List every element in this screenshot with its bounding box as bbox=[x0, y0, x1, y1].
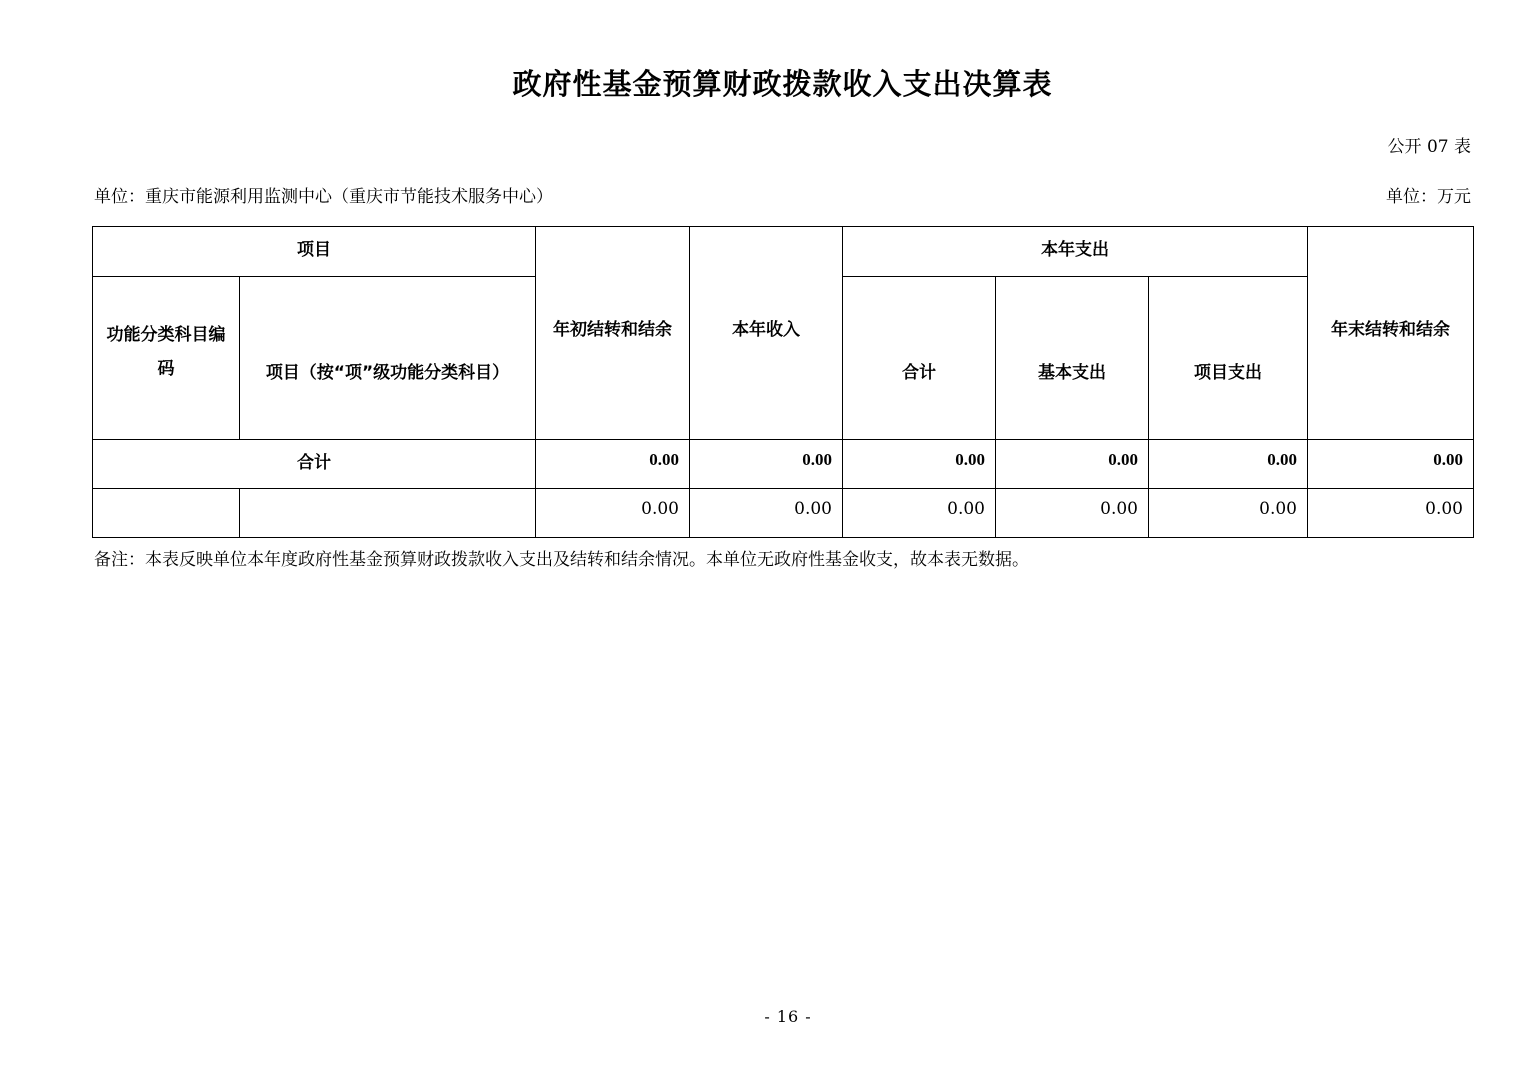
header-func-code: 功能分类科目编码 bbox=[93, 277, 240, 440]
table-row bbox=[93, 489, 1474, 538]
page-title: 政府性基金预算财政拨款收入支出决算表 bbox=[512, 67, 1053, 101]
row-exp-total: 0.00 bbox=[843, 489, 996, 538]
header-exp-total: 合计 bbox=[843, 277, 996, 440]
header-item-desc: 项目（按“项”级功能分类科目） bbox=[240, 277, 536, 440]
row-opening-balance: 0.00 bbox=[536, 489, 690, 538]
unit-currency: 单位：万元 bbox=[1386, 187, 1471, 207]
unit-organization: 单位：重庆市能源利用监测中心（重庆市节能技术服务中心） bbox=[94, 187, 553, 207]
header-row-1 bbox=[93, 227, 1474, 277]
table-note: 备注：本表反映单位本年度政府性基金预算财政拨款收入支出及结转和结余情况。本单位无政府性基金收支，故本表无数据。 bbox=[94, 550, 1029, 570]
header-expenditure: 本年支出 bbox=[843, 227, 1308, 277]
total-income: 0.00 bbox=[690, 440, 843, 489]
row-exp-project: 0.00 bbox=[1149, 489, 1308, 538]
total-exp-basic: 0.00 bbox=[996, 440, 1149, 489]
header-income: 本年收入 bbox=[690, 227, 843, 440]
total-exp-total: 0.00 bbox=[843, 440, 996, 489]
header-exp-basic: 基本支出 bbox=[996, 277, 1149, 440]
page-number: - 16 - bbox=[764, 1007, 812, 1026]
header-opening-balance: 年初结转和结余 bbox=[536, 227, 690, 440]
header-closing-balance: 年末结转和结余 bbox=[1308, 227, 1474, 440]
header-item: 项目 bbox=[93, 227, 536, 277]
total-label: 合计 bbox=[93, 440, 536, 489]
header-exp-project: 项目支出 bbox=[1149, 277, 1308, 440]
row-exp-basic: 0.00 bbox=[996, 489, 1149, 538]
total-closing-balance: 0.00 bbox=[1308, 440, 1474, 489]
row-closing-balance: 0.00 bbox=[1308, 489, 1474, 538]
total-row bbox=[93, 440, 1474, 489]
fund-budget-table bbox=[92, 226, 1474, 538]
total-opening-balance: 0.00 bbox=[536, 440, 690, 489]
row-name bbox=[240, 489, 536, 538]
total-exp-project: 0.00 bbox=[1149, 440, 1308, 489]
row-code bbox=[93, 489, 240, 538]
row-income: 0.00 bbox=[690, 489, 843, 538]
table-code: 公开 07 表 bbox=[1387, 137, 1471, 157]
